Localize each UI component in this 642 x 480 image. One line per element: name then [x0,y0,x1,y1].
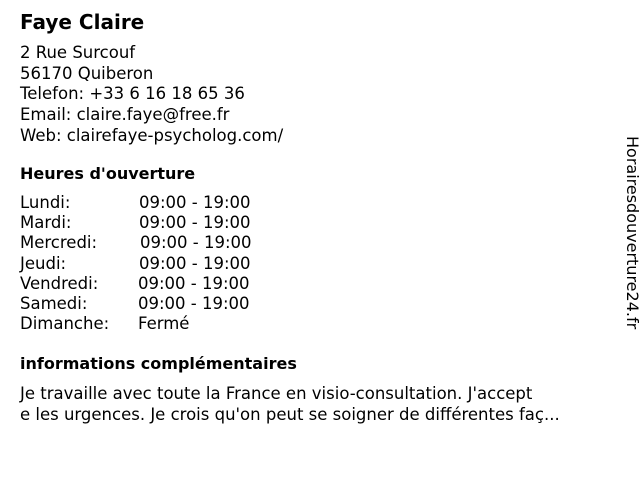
time-range: 09:00 - 19:00 [139,253,251,273]
additional-info-heading: informations complémentaires [20,354,297,373]
site-watermark [622,136,642,366]
watermark-text: Horairesdouverture24.fr [623,136,642,330]
description-line: Je travaille avec toute la France en visio-consultation. J'accept [20,384,533,403]
email-line: Email: claire.faye@free.fr [20,105,230,125]
street-address: 2 Rue Surcouf [20,43,136,62]
day-label: Mardi: [20,213,72,233]
day-label: Jeudi: [20,253,67,273]
hours-row-tuesday [20,213,320,233]
additional-info-text [20,384,610,425]
time-range: 09:00 - 19:00 [139,213,251,233]
contact-block [20,43,283,147]
day-label: Samedi: [20,293,88,313]
opening-hours-table [20,193,320,334]
phone-line: Telefon: +33 6 16 18 65 36 [20,84,245,104]
day-label: Mercredi: [20,233,98,253]
opening-hours-heading: Heures d'ouverture [20,164,196,183]
day-label: Dimanche: [20,314,110,334]
day-label: Vendredi: [20,273,99,293]
hours-row-monday [20,193,320,213]
hours-row-friday [20,274,320,294]
hours-row-sunday [20,314,320,334]
time-range: 09:00 - 19:00 [139,193,251,212]
hours-row-saturday [20,294,320,314]
business-name: Faye Claire [20,10,145,34]
city-line: 56170 Quiberon [20,63,154,83]
time-range: Fermé [138,314,190,334]
time-range: 09:00 - 19:00 [138,293,250,313]
day-label: Lundi: [20,193,71,212]
hours-row-wednesday [20,233,320,253]
time-range: 09:00 - 19:00 [138,273,250,293]
description-line: e les urgences. Je crois qu'on peut se soigner de différentes faç... [20,404,560,424]
hours-row-thursday [20,254,320,274]
time-range: 09:00 - 19:00 [140,233,252,253]
website-line: Web: clairefaye-psycholog.com/ [20,125,284,145]
